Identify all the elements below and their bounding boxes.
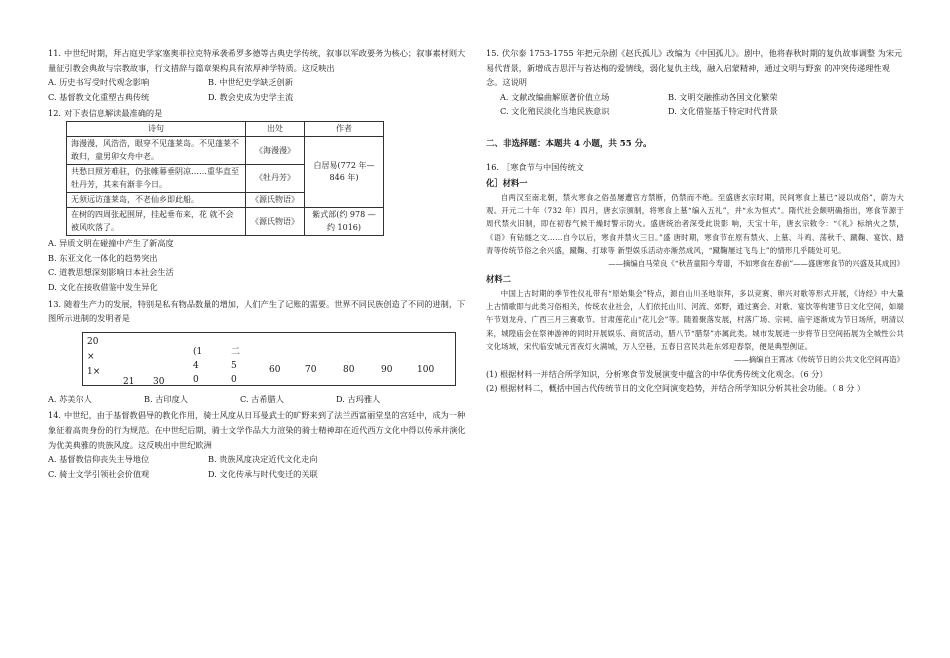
question-16 bbox=[486, 160, 904, 396]
option-d[interactable]: D. 文化借鉴基于特定时代背景 bbox=[668, 106, 778, 117]
numeral-glyph: 80 bbox=[343, 364, 355, 375]
option-c[interactable]: C. 古希腊人 bbox=[240, 393, 284, 404]
numeral-glyph: 70 bbox=[305, 364, 317, 375]
material-two-text: 中国上古时期的季节性仪礼带有“原始集会”特点，源自山川圣地崇拜，多以竞赛、卵兴对歌等形式开展，《诗经》中大量上古情歌即与此类习俗相关，传统农业社会，人们依托山川、河流、郊野，通过赛会、对歌、宴饮等构建节日文化空间，如端午节划龙舟、广西三月三赛歌节、甘肃莲花山“花儿会”等。随着聚落发展，村落广场、宗祠、庙宇逐渐成为节日场所，明清以来，城隍庙会在祭神游神的同时开展娱乐、商贸活动，腊八节“腊祭”亦属此类。城市发展进一步将节日空间拓展为全城性公共文化场域，宋代临安城元宵夜灯火满城，万人空巷，五春日宫民共赴东郊迎春祭，便是典型例证。 bbox=[486, 288, 904, 352]
question-14 bbox=[48, 408, 470, 481]
poem-cell: 无须远访蓬莱岛，不老仙乡即此船。 bbox=[67, 193, 246, 208]
numeral-glyph: 100 bbox=[417, 364, 435, 375]
question-stem: 中世纪时期，拜占庭史学家塞奥菲拉克特承袭希罗多德等古典史学传统，叙事以军政要务为核心；叙事素材则大量征引教会典故与宗教故事，行文措辞与篇章架构具有浓厚神学特质。这反映出 bbox=[48, 48, 466, 73]
option-d[interactable]: D. 文化传承与时代变迁的关联 bbox=[208, 468, 318, 479]
option-c[interactable]: C. 文化殖民淡化当地民族意识 bbox=[500, 106, 610, 117]
options bbox=[48, 392, 470, 407]
numeral-glyph: 90 bbox=[381, 364, 393, 375]
numeral-glyph: 4 bbox=[193, 360, 199, 371]
question-stem: 伏尔泰 1753-1755 年把元杂剧《赵氏孤儿》改编为《中国孤儿》。剧中，他将春秋时期的复仇故事调整 为宋元易代背景，新增成吉思汗与苔达梅的爱情线，弱化复仇主线，融入启蒙精神，通过文明与野蛮 的冲突传递理性观念。这说明 bbox=[486, 48, 903, 88]
question-number: 14. bbox=[48, 410, 62, 421]
question-13 bbox=[48, 297, 470, 407]
option-d[interactable]: D. 文化在接收借鉴中发生异化 bbox=[48, 282, 158, 292]
table-row bbox=[67, 208, 384, 236]
option-a[interactable]: A. 文献改编曲解原著价值立场 bbox=[500, 91, 610, 102]
numeral-glyph: 0 bbox=[231, 374, 237, 385]
table-header: 出处 bbox=[246, 121, 305, 136]
option-c[interactable]: C. 道教思想深刻影响日本社会生活 bbox=[48, 267, 174, 278]
sub-question-1: (1) 根据材料一并结合所学知识，分析寒食节发展演变中蕴含的中华优秀传统文化观念。（6 分） bbox=[486, 369, 828, 380]
option-c[interactable]: C. 基督教文化重塑古典传统 bbox=[48, 91, 150, 102]
question-stem: 对下表信息解读最准确的是 bbox=[64, 108, 163, 119]
table-row bbox=[67, 137, 384, 165]
source-cell: 《源氏物语》 bbox=[246, 193, 305, 208]
material-two-heading: 材料二 bbox=[486, 274, 511, 285]
question-number: 13. bbox=[48, 298, 62, 309]
option-b[interactable]: B. 贵族风度决定近代文化走向 bbox=[208, 454, 318, 465]
numeral-glyph: (1 bbox=[193, 346, 203, 357]
table-header: 作者 bbox=[305, 121, 384, 136]
left-column bbox=[48, 46, 470, 483]
question-11 bbox=[48, 46, 470, 104]
material-two-source: ——摘编自王霄冰《传统节日的公共文化空间再造》 bbox=[734, 355, 904, 365]
right-column bbox=[486, 46, 904, 397]
numeral-glyph: 30 bbox=[153, 376, 165, 387]
source-cell: 《牡丹芳》 bbox=[246, 165, 305, 193]
material-one-text: 自两汉至南北朝，禁火寒食之俗虽屡遭官方禁断，仍禁而不绝。至盛唐玄宗时期，民间寒食上墓已“浸以成俗”，蔚为大观。开元二十年（732 年）四月，唐玄宗颁制，将寒食上墓“编入五礼”，并“永为恒式”。隋代社会颇明确指出，寒食节源于周代禁火旧制，即在初春气候干燥时警示防火。盛唐统治者深受此说影 响，天宝十年，唐玄宗敕令：“《礼》标纳火之禁，《语》有钻燧之文……自今以后，寒食并禁火三日。”盛 唐时期，寒食节在原有禁火、上墓、斗鸡、荡秋千、蹴鞠、宴饮、踏青等传统节俗之余兴盛，蹴鞠、打球等 新型娱乐活动亦渐然成风，“蹴鞠屡过飞鸟上”的情形几乎随处可见。 bbox=[486, 192, 904, 255]
poem-cell: 共愁日照芳难驻，仍张帷幕垂阴凉……重华直至牡丹芳，其来有渐非今日。 bbox=[67, 165, 246, 193]
question-title: ［寒食节与中国传统文 bbox=[502, 161, 584, 172]
question-number: 16. bbox=[486, 161, 500, 172]
options bbox=[486, 90, 904, 119]
numeral-glyph: 0 bbox=[193, 374, 199, 385]
numeral-glyph: 1× bbox=[87, 366, 101, 377]
poem-cell: 海漫漫，风浩浩，眼穿不见蓬莱岛。不见蓬莱不敢归，童男卯女舟中老。 bbox=[67, 137, 246, 165]
option-a[interactable]: A. 苏美尔人 bbox=[48, 393, 92, 404]
material-one-heading: 化］材料一 bbox=[486, 178, 528, 189]
material-one-source: ——摘编自马荣良《“秋昔童阳今寿谱，不如寒食在春前”——盛唐寒食节的兴盛及其成因》 bbox=[608, 259, 904, 269]
options bbox=[48, 75, 470, 104]
question-number: 11. bbox=[48, 48, 62, 58]
source-cell: 《海漫漫》 bbox=[246, 137, 305, 165]
option-a[interactable]: A. 基督教信仰丧失主导地位 bbox=[48, 454, 150, 465]
question-15 bbox=[486, 46, 904, 119]
option-b[interactable]: B. 古印度人 bbox=[144, 393, 188, 404]
option-b[interactable]: B. 中世纪史学缺乏创新 bbox=[208, 77, 293, 88]
option-c[interactable]: C. 骑士文学引领社会价值观 bbox=[48, 468, 150, 479]
question-stem: 随着生产力的发展，特别是私有物品数量的增加，人们产生了记账的需要。世界不同民族创造了不同的进制，下图所示进制的发明者是 bbox=[48, 298, 466, 324]
numeral-glyph: 60 bbox=[269, 364, 281, 375]
question-number: 15. bbox=[486, 48, 500, 58]
numeral-glyph: 20 bbox=[87, 336, 99, 347]
poem-table bbox=[66, 121, 384, 236]
table-header: 诗句 bbox=[67, 121, 246, 136]
options bbox=[48, 236, 470, 294]
numeral-glyph: 二 bbox=[231, 346, 241, 357]
author-cell: 白居易(772 年—846 年) bbox=[305, 137, 384, 208]
option-a[interactable]: A. 异质文明在碰撞中产生了新高度 bbox=[48, 238, 174, 249]
options bbox=[48, 452, 470, 481]
numeral-glyph: 5 bbox=[231, 360, 237, 371]
option-b[interactable]: B. 东亚文化一体化的趋势突出 bbox=[48, 252, 158, 263]
source-cell: 《源氏物语》 bbox=[246, 208, 305, 236]
author-cell: 紫式部(约 978 —约 1016) bbox=[305, 208, 384, 236]
question-number: 12. bbox=[48, 108, 62, 119]
poem-cell: 在树的四周张起围屏，挂起垂布来，花 就不会被风吹落了。 bbox=[67, 208, 246, 236]
option-b[interactable]: B. 文明交融推动各国文化繁荣 bbox=[668, 91, 778, 102]
question-12 bbox=[48, 106, 470, 294]
numeral-glyph: × bbox=[87, 351, 95, 362]
option-a[interactable]: A. 历史书写受时代观念影响 bbox=[48, 77, 150, 88]
sub-question-2: (2) 根据材料二，概括中国古代传统节日的文化空间演变趋势，并结合所学知识分析其社会功能。（ 8 分 ） bbox=[486, 382, 865, 393]
question-stem: 中世纪，由于基督教倡导的教化作用，骑士风度从日耳曼武士的旷野来到了法兰西富丽堂皇的宫廷中，成为一种象征着高贵身份的行为规范。在中世纪后期，骑士文学作品大力渲染的骑士精神却在近代西方文化中得以传承并演化为优美典雅的贵族风度。这反映出中世纪欧洲 bbox=[48, 410, 466, 450]
option-d[interactable]: D. 教会史成为史学主流 bbox=[208, 91, 294, 102]
option-d[interactable]: D. 古玛雅人 bbox=[336, 393, 381, 404]
numeral-glyph: 21 bbox=[123, 376, 135, 387]
numeral-figure bbox=[82, 332, 456, 386]
section-heading: 二、非选择题：本题共 4 小题，共 55 分。 bbox=[486, 138, 652, 149]
